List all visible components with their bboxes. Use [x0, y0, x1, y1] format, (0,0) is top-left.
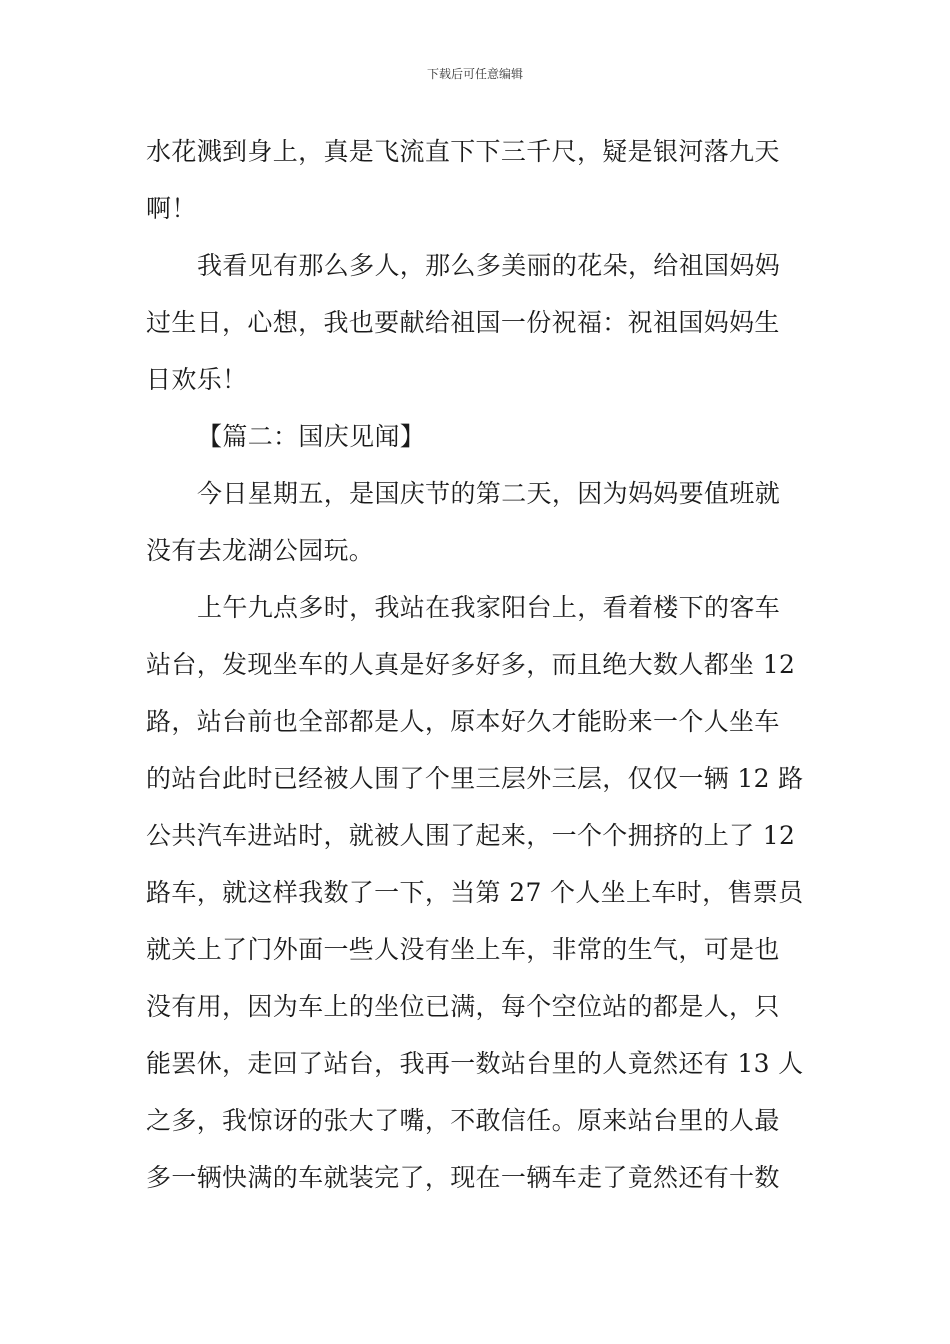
text-line: 路，站台前也全部都是人，原本好久才能盼来一个人坐车 — [146, 707, 780, 736]
text-line: 之多，我惊讶的张大了嘴，不敢信任。原来站台里的人最 — [146, 1106, 780, 1135]
text-line: 多一辆快满的车就装完了，现在一辆车走了竟然还有十数 — [146, 1163, 780, 1192]
paragraph-start-line: 上午九点多时，我站在我家阳台上，看着楼下的客车 — [197, 593, 781, 622]
text-line: 路车，就这样我数了一下，当第 27 个人坐上车时，售票员 — [146, 878, 804, 907]
section-heading: 【篇二：国庆见闻】 — [197, 422, 426, 451]
paragraph-start-line: 今日星期五，是国庆节的第二天，因为妈妈要值班就 — [197, 479, 781, 508]
paragraph-start-line: 我看见有那么多人，那么多美丽的花朵，给祖国妈妈 — [197, 251, 781, 280]
document-body — [146, 123, 810, 1206]
text-line: 的站台此时已经被人围了个里三层外三层，仅仅一辆 12 路 — [146, 764, 804, 793]
text-line: 日欢乐！ — [146, 365, 248, 394]
text-line: 公共汽车进站时，就被人围了起来，一个个拥挤的上了 12 — [146, 821, 796, 850]
text-line: 过生日，心想，我也要献给祖国一份祝福：祝祖国妈妈生 — [146, 308, 780, 337]
text-line: 能罢休，走回了站台，我再一数站台里的人竟然还有 13 人 — [146, 1049, 804, 1078]
text-line: 没有用，因为车上的坐位已满，每个空位站的都是人，只 — [146, 992, 780, 1021]
page-header-note: 下载后可任意编辑 — [426, 67, 523, 81]
text-line: 没有去龙湖公园玩。 — [146, 536, 375, 565]
text-line: 啊！ — [146, 194, 197, 223]
text-line: 水花溅到身上，真是飞流直下下三千尺，疑是银河落九天 — [146, 137, 780, 166]
text-line: 站台，发现坐车的人真是好多好多，而且绝大数人都坐 12 — [146, 650, 796, 679]
text-line: 就关上了门外面一些人没有坐上车，非常的生气，可是也 — [146, 935, 780, 964]
